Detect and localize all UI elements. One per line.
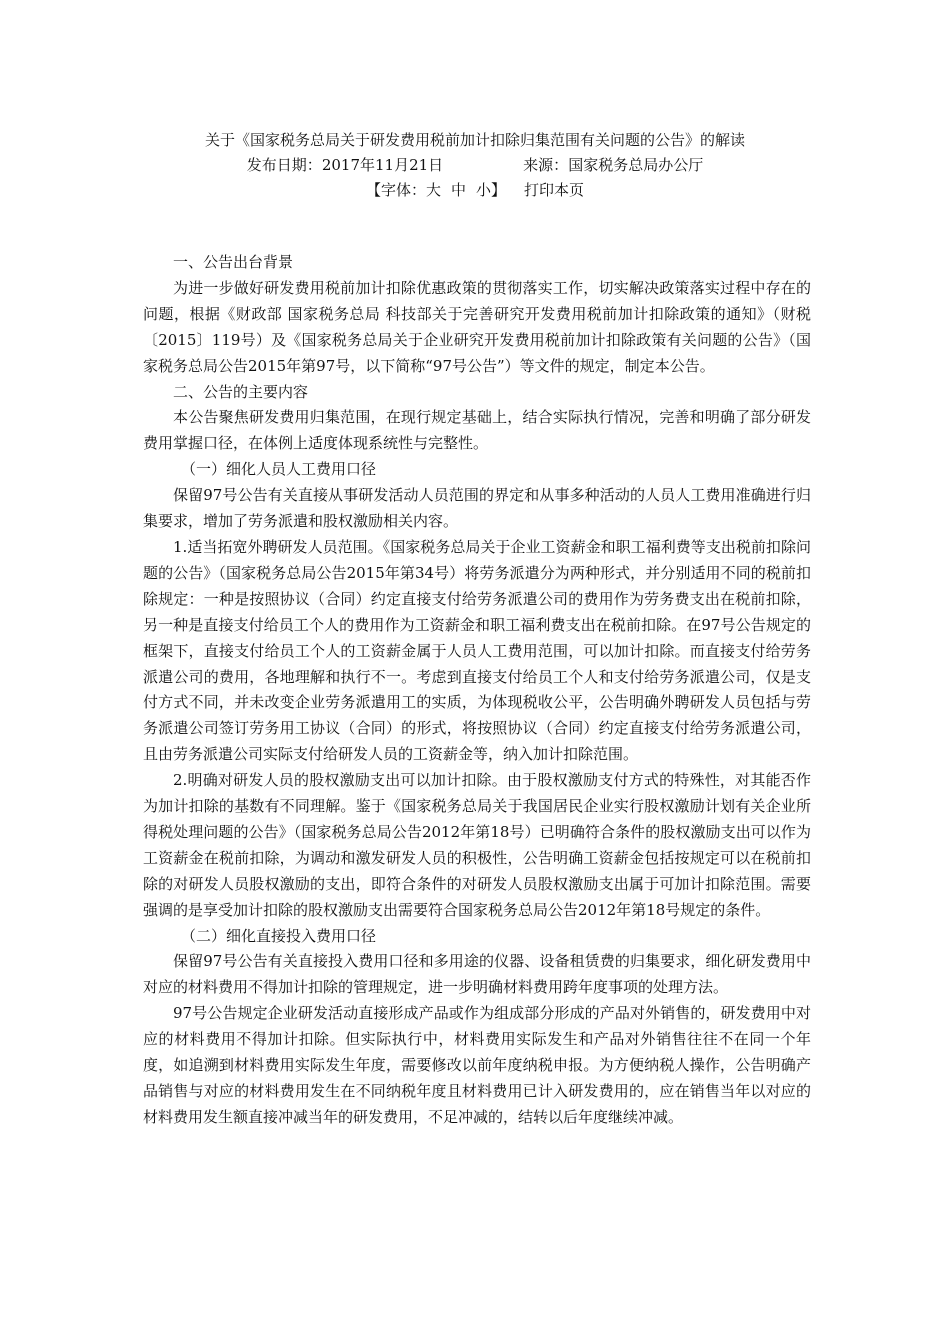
publish-date: 2017年11月21日 — [321, 156, 444, 174]
font-size-controls — [0, 178, 950, 203]
subsection-heading: （二）细化直接投入费用口径 — [181, 926, 377, 945]
paragraph: 为进一步做好研发费用税前加计扣除优惠政策的贯彻落实工作，切实解决政策落实过程中存在的问题，根据《财政部 国家税务总局 科技部关于完善研究开发费用税前加计扣除政策的通知》（财税〔2015〕119号）及《国家税务总局关于企业研究开发费用税前加计扣除政策有关问题的公告》（国家税务总局公告2015年第97号，以下简称“97号公告”）等文件的规定，制定本公告。 — [143, 278, 811, 375]
paragraph: 保留97号公告有关直接投入费用口径和多用途的仪器、设备租赁费的归集要求，细化研发费用中对应的材料费用不得加计扣除的管理规定，进一步明确材料费用跨年度事项的处理方法。 — [143, 952, 811, 997]
print-page-link[interactable]: 打印本页 — [524, 181, 585, 199]
publish-date-label: 发布日期： — [246, 156, 322, 174]
paragraph: 保留97号公告有关直接从事研发活动人员范围的界定和从事多种活动的人员人工费用准确进行归集要求，增加了劳务派遣和股权激励相关内容。 — [143, 486, 811, 531]
document-header — [0, 128, 950, 203]
section-heading: 一、公告出台背景 — [173, 253, 294, 271]
paragraph: 2.明确对研发人员的股权激励支出可以加计扣除。由于股权激励支付方式的特殊性，对其能否作为加计扣除的基数有不同理解。鉴于《国家税务总局关于我国居民企业实行股权激励计划有关企业所得税处理问题的公告》（国家税务总局公告2012年第18号）已明确符合条件的股权激励支出可以作为工资薪金在税前扣除，为调动和激发研发人员的积极性，公告明确工资薪金包括按规定可以在税前扣除的对研发人员股权激励的支出，即符合条件的对研发人员股权激励支出属于可加计扣除范围。需要强调的是享受加计扣除的股权激励支出需要符合国家税务总局公告2012年第18号规定的条件。 — [143, 771, 811, 919]
font-size-close: 】 — [491, 181, 507, 199]
paragraph: 本公告聚焦研发费用归集范围，在现行规定基础上，结合实际执行情况，完善和明确了部分研发费用掌握口径，在体例上适度体现系统性与完整性。 — [143, 408, 811, 453]
section-heading: 二、公告的主要内容 — [173, 382, 309, 401]
document-body — [143, 250, 811, 1131]
paragraph: 97号公告规定企业研发活动直接形成产品或作为组成部分形成的产品对外销售的，研发费用中对应的材料费用不得加计扣除。但实际执行中，材料费用实际发生和产品对外销售往往不在同一个年度，如追溯到材料费用实际发生年度，需要修改以前年度纳税申报。为方便纳税人操作，公告明确产品销售与对应的材料费用发生在不同纳税年度且材料费用已计入研发费用的，应在销售当年以对应的材料费用发生额直接冲减当年的研发费用，不足冲减的，结转以后年度继续冲减。 — [143, 1004, 811, 1126]
meta-line — [0, 153, 950, 178]
paragraph: 1.适当拓宽外聘研发人员范围。《国家税务总局关于企业工资薪金和职工福利费等支出税前扣除问题的公告》（国家税务总局公告2015年第34号）将劳务派遣分为两种形式，并分别适用不同的税前扣除规定：一种是按照协议（合同）约定直接支付给劳务派遣公司的费用作为劳务费支出在税前扣除，另一种是直接支付给员工个人的费用作为工资薪金和职工福利费支出在税前扣除。在97号公告规定的框架下，直接支付给员工个人的工资薪金属于人员人工费用范围，可以加计扣除。而直接支付给劳务派遣公司的费用，各地理解和执行不一。考虑到直接支付给员工个人和支付给劳务派遣公司，仅是支付方式不同，并未改变企业劳务派遣用工的实质，为体现税收公平，公告明确外聘研发人员包括与劳务派遣公司签订劳务用工协议（合同）的形式，将按照协议（合同）约定直接支付给劳务派遣公司，且由劳务派遣公司实际支付给研发人员的工资薪金等，纳入加计扣除范围。 — [143, 537, 811, 764]
font-size-small-link[interactable]: 小 — [476, 181, 492, 199]
font-size-open: 【字体： — [365, 181, 426, 199]
source-label: 来源： — [523, 156, 569, 174]
font-size-medium-link[interactable]: 中 — [450, 181, 466, 199]
font-size-large-link[interactable]: 大 — [425, 181, 441, 199]
document-title: 关于《国家税务总局关于研发费用税前加计扣除归集范围有关问题的公告》的解读 — [204, 131, 745, 149]
subsection-heading: （一）细化人员人工费用口径 — [181, 460, 377, 479]
source-value: 国家税务总局办公厅 — [568, 156, 704, 174]
